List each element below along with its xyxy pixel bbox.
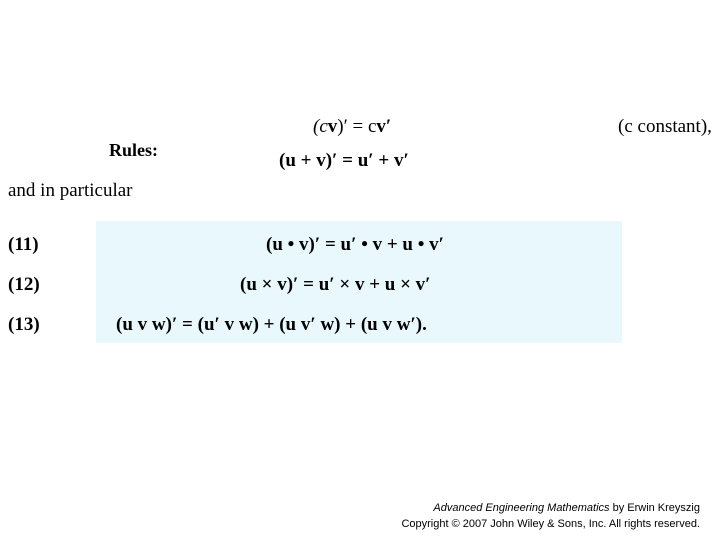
rule-1-lhs: (c: [313, 116, 328, 137]
book-title: Advanced Engineering Mathematics: [433, 502, 610, 514]
equation-12-formula: (u × v)′ = u′ × v + u × v′: [240, 274, 431, 295]
book-author: by Erwin Kreyszig: [609, 502, 700, 514]
rule-1-rhs-vector: v′: [376, 116, 392, 137]
equation-11-number: (11): [8, 234, 39, 255]
intro-text: and in particular: [8, 180, 133, 201]
footer-credit: [401, 500, 700, 532]
rule-1-formula: [313, 116, 391, 138]
equation-13-number: (13): [8, 314, 40, 335]
footer-copyright: Copyright © 2007 John Wiley & Sons, Inc. All rights reserved.: [401, 518, 700, 530]
rule-1-rhs: )′ = c: [337, 116, 377, 137]
rule-1-lhs-vector: v: [327, 116, 338, 137]
footer-book-line: [401, 500, 700, 516]
equation-11-formula: (u • v)′ = u′ • v + u • v′: [266, 234, 444, 255]
rule-2-formula: (u + v)′ = u′ + v′: [279, 150, 409, 171]
rule-1-note: (c constant),: [618, 116, 712, 137]
rules-label: Rules:: [109, 140, 158, 160]
equation-12-number: (12): [8, 274, 40, 295]
equation-13-formula: (u v w)′ = (u′ v w) + (u v′ w) + (u v w′).: [116, 314, 427, 335]
